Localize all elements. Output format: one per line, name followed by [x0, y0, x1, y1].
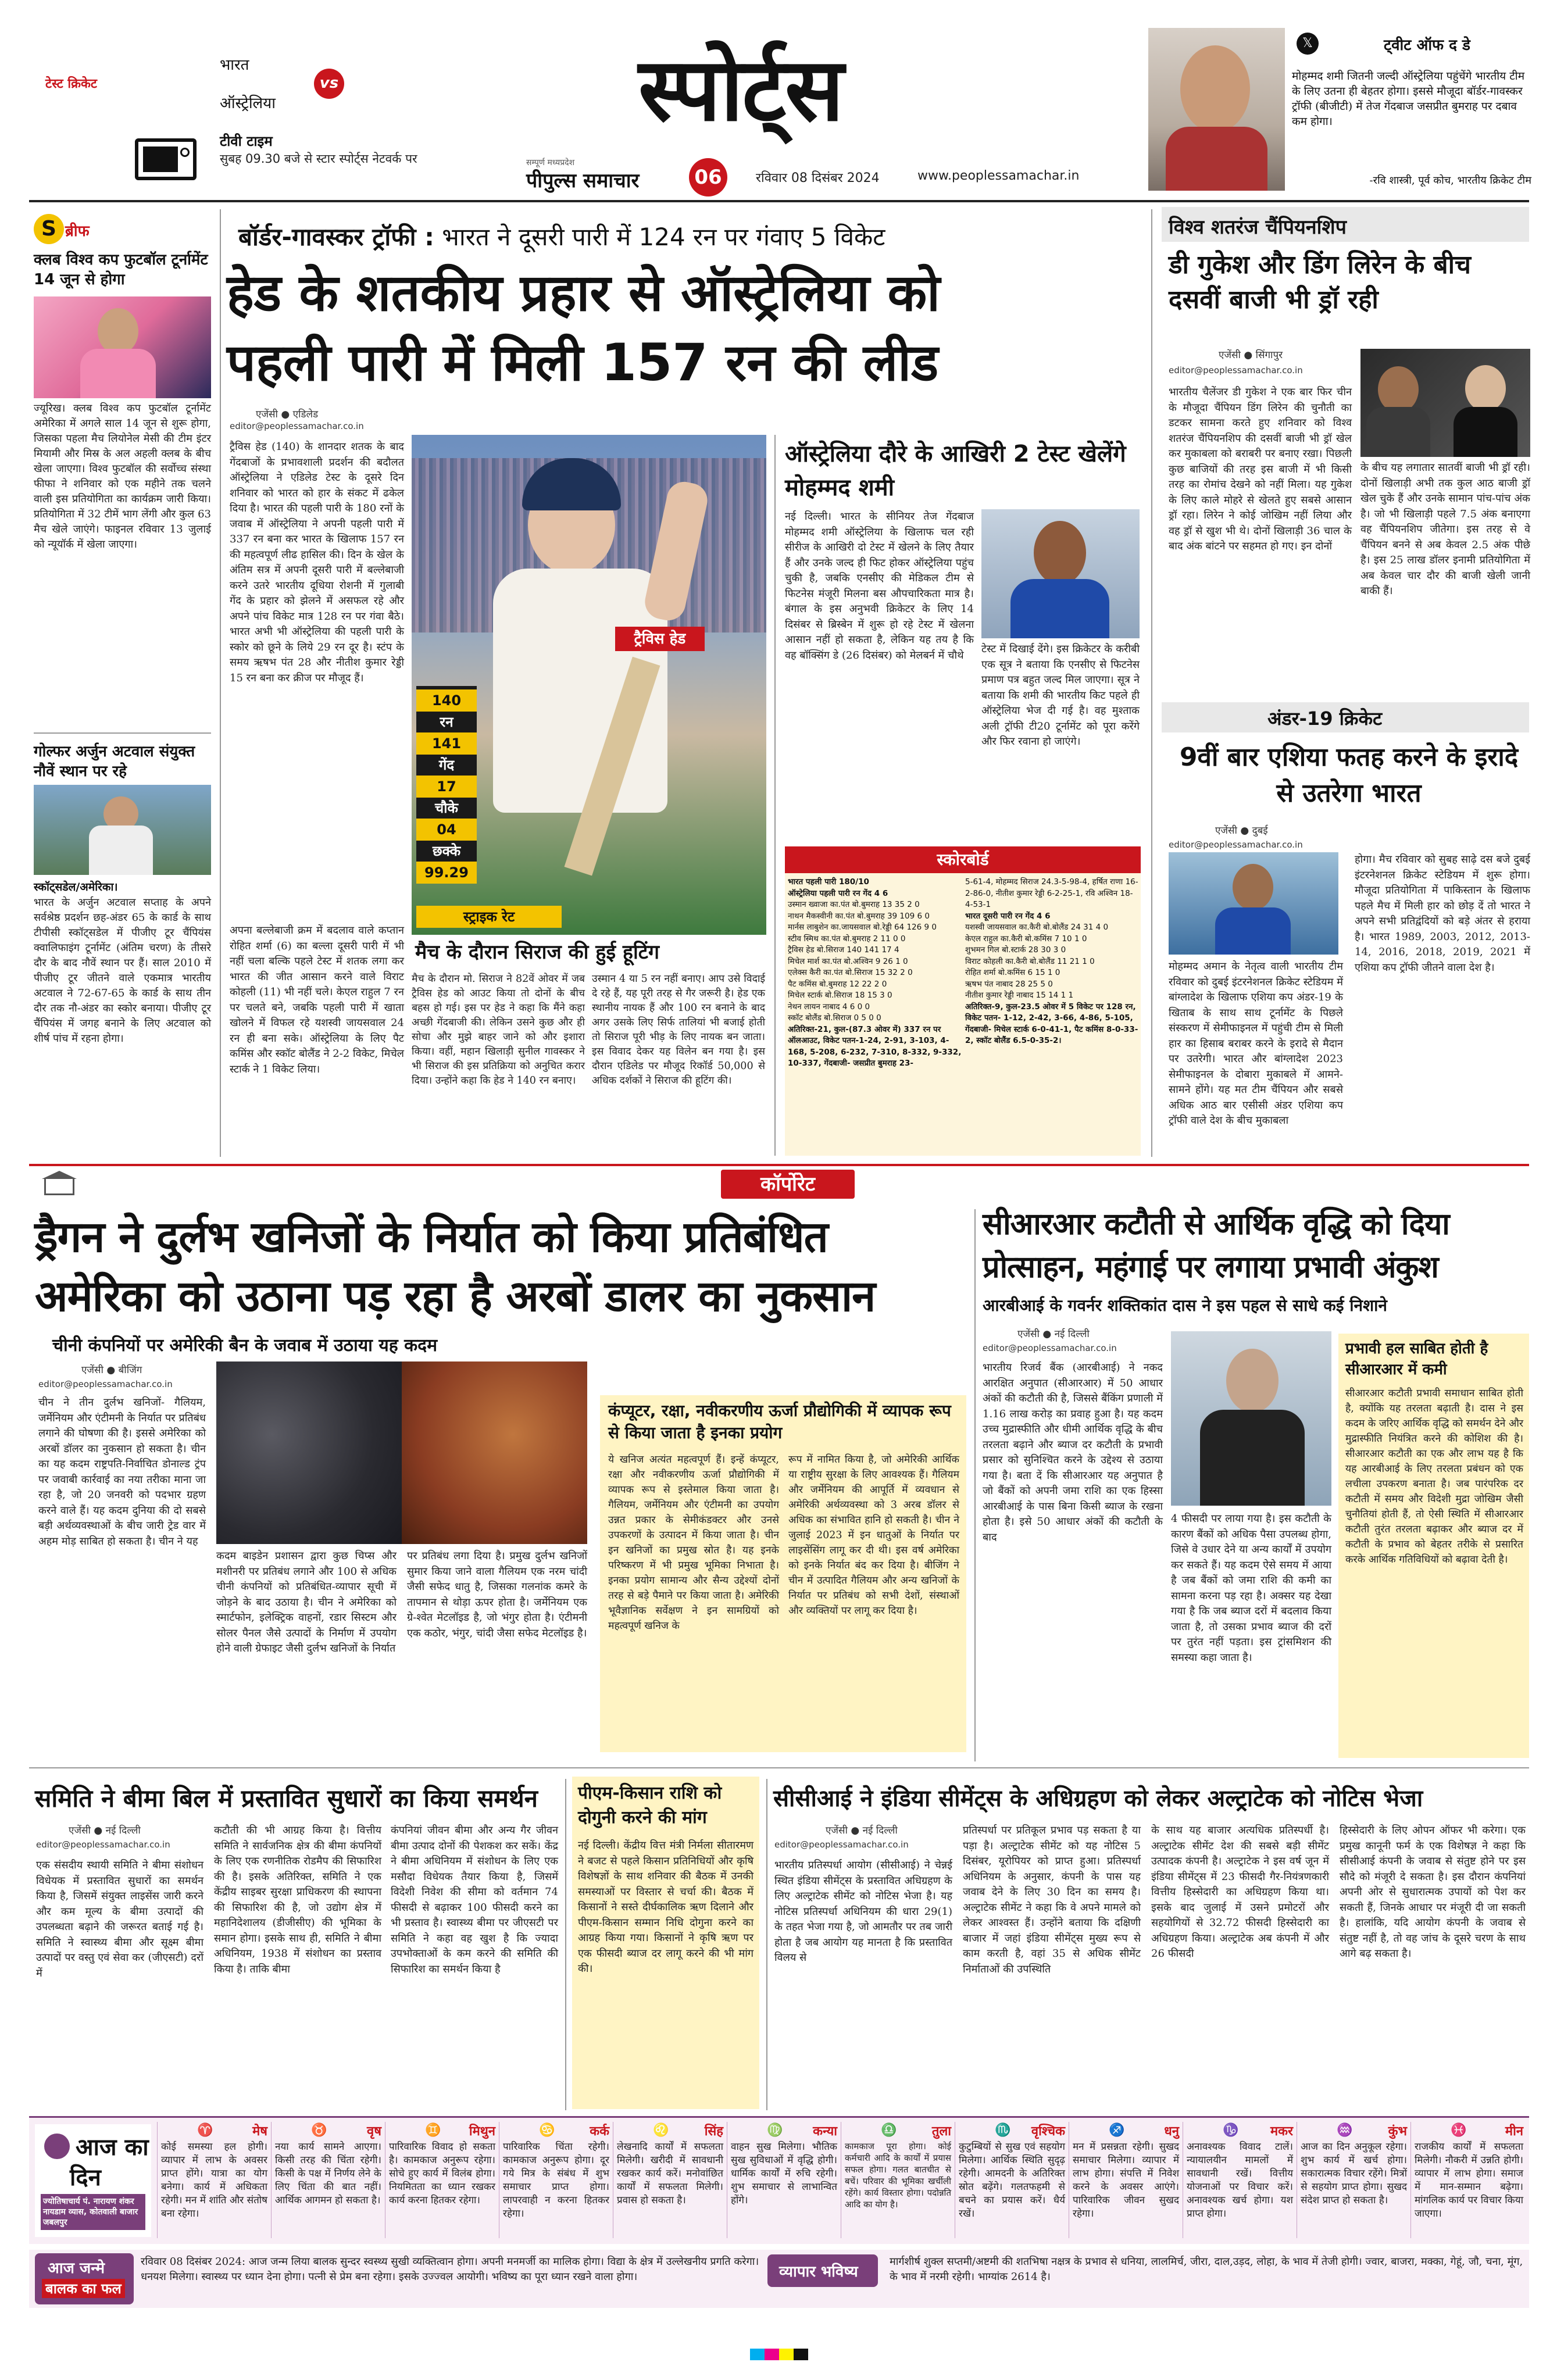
chess-players-photo	[1360, 349, 1530, 457]
rbi-place: नई दिल्ली	[1054, 1328, 1090, 1340]
corporate-label: कॉर्पोरेट	[721, 1170, 855, 1199]
u19-byline: एजेंसी ● दुबई	[1215, 825, 1268, 837]
zodiac-sagittarius	[1069, 2122, 1183, 2238]
score-row: रोहित शर्मा बो.कमिंस 6 15 1 0	[965, 968, 1060, 977]
score-row: नाथन मैकस्वीनी का.पंत बो.बुमराह 39 109 6 0	[788, 911, 930, 921]
zodiac-leo	[613, 2122, 727, 2238]
lead-kicker-bold: बॉर्डर-गावस्कर ट्रॉफी :	[238, 223, 434, 251]
cci-agency: एजेंसी	[826, 1825, 848, 1836]
column-divider	[974, 1209, 976, 1761]
zodiac-name: कर्क	[590, 2124, 609, 2139]
zodiac-name: धनु	[1164, 2124, 1179, 2139]
score-row: भारत दूसरी पारी रन गेंद 4 6	[965, 911, 1051, 921]
lead-headline-1: हेड के शतकीय प्रहार से ऑस्ट्रेलिया को	[227, 263, 940, 323]
crr-box-headline: प्रभावी हल साबित होती है सीआरआर में कमी	[1345, 1340, 1488, 1378]
lead-email[interactable]: editor@peoplessamachar.co.in	[230, 421, 364, 431]
minerals-box-headline: कंप्यूटर, रक्षा, नवीकरणीय ऊर्जा प्रौद्योगिकी में व्यापक रूप से किया जाता है इनका प्रयोग	[608, 1401, 951, 1442]
zodiac-text: लेखनादि कार्यों में सफलता मिलेगी। खरीदी में सावधानी रखकर कार्य करें। मनोवांछित कार्यों में सफलता मिलेगी। प्रवास हो सकता है।	[617, 2141, 723, 2206]
gemini-icon: ♊	[425, 2123, 441, 2138]
lead-byline: एजेंसी ● एडिलेड	[256, 409, 319, 420]
vs-badge: vs	[314, 69, 344, 99]
china-place: बीजिंग	[118, 1364, 142, 1376]
zodiac-taurus	[271, 2122, 385, 2238]
building-icon	[42, 1171, 77, 1196]
minerals-box-text-1: ये खनिज अत्यंत महत्वपूर्ण हैं। इन्हें कंप्यूटर, रक्षा और नवीकरणीय ऊर्जा प्रौद्योगिकी में व्यापक रूप से इस्तेमाल किया जाता है। गैलियम, जर्मेनियम और एंटीमनी का उपयोग उन्नत प्रकार के सेमीकंडक्टर और उनसे उपकरणों के उत्पादन में किया जाता है। चीन इन खनिजों का प्रमुख स्रोत है। यह इनके परिष्करण में भी प्रमुख भूमिका निभाता है। इनका प्रयोग सामान्य और सैन्य उद्देश्यों दोनों तरह से बड़े पैमाने पर किया जाता है। अमेरिकी भूवैज्ञानिक सर्वेक्षण ने इन सामग्रियों को महत्वपूर्ण खनिज के	[608, 1454, 779, 1632]
score-row: ट्रैविस हेड बो.सिराज 140 141 17 4	[788, 945, 899, 955]
masthead-tagline: सम्पूर्ण मध्यप्रदेश	[526, 158, 575, 167]
insurance-text-3: कंपनियां जीवन बीमा और अन्य गैर जीवन बीमा उत्पाद दोनों की पेशकश कर सकें। केंद्र ने बीमा अधिनियम में संशोधन के लिए एक मसौदा विधेयक तैयार किया है, जिसमें विदेशी निवेश की सीमा को वर्तमान 74 फीसदी से बढ़ाकर 100 फीसदी करने का भी प्रस्ताव है। स्वास्थ्य बीमा पर जीएसटी पर समिति ने कहा वह खुश है कि ज्यादा उपभोक्ताओं के कम करने की समिति की सिफारिश का समर्थन किया है	[391, 1824, 558, 1975]
cci-headline: सीसीआई ने इंडिया सीमेंट्स के अधिग्रहण को लेकर अल्ट्राटेक को नोटिस भेजा	[773, 1785, 1423, 1812]
lead-text-col2: अपना बल्लेबाजी क्रम में बदलाव वाले कप्तान रोहित शर्मा (6) का बल्ला दूसरी पारी में भी नहीं चला बल्कि पहले टेस्ट में शतक लगा कर भारत की जीत आसान करने वाले विराट कोहली (11) भी नहीं चले। केएल राहुल 7 रन पर चलते बने, जबकि पहली पारी में खाता खोलने में विफल रहे यशस्वी जायसवाल 24 रन ही बना सके। ऑस्ट्रेलिया के लिए पैट कमिंस और स्कॉट बोलैंड ने 2-2 विकेट, मिचेल स्टार्क ने 1 विकेट लिया।	[230, 924, 404, 1075]
aries-icon: ♈	[197, 2123, 213, 2138]
column-divider	[565, 1779, 566, 2110]
cci-email[interactable]: editor@peoplessamachar.co.in	[774, 1839, 909, 1850]
zodiac-capricorn	[1183, 2122, 1297, 2238]
tweet-author: -रवि शास्त्री, पूर्व कोच, भारतीय क्रिकेट टीम	[1369, 174, 1531, 187]
zodiac-scorpio	[955, 2122, 1069, 2238]
insurance-headline: समिति ने बीमा बिल में प्रस्तावित सुधारों का किया समर्थन	[35, 1784, 538, 1813]
china-text-1: चीन ने तीन दुर्लभ खनिजों- गैलियम, जर्मेनियम और एंटीमनी के निर्यात पर प्रतिबंध लगाने की घोषणा की है। इससे अमेरिका को अरबों डॉलर का नुकसान हो सकता है। चीन का यह कदम राष्ट्रपति-निर्वाचित डोनाल्ड ट्रंप पर जवाबी कार्रवाई का नया तरीका माना जा रहा है, जो 20 जनवरी को पदभार ग्रहण करने वाले हैं। यह कदम दुनिया की दो सबसे बड़ी अर्थव्यवस्थाओं के बीच जारी ट्रेड वार में अहम मोड़ साबित हो सकता है। चीन ने यह	[38, 1396, 206, 1548]
china-headline-2: अमेरिका को उठाना पड़ रहा है अरबों डालर का नुकसान	[35, 1271, 876, 1321]
chess-text-1: भारतीय चैलेंजर डी गुकेश ने एक बार फिर चीन के मौजूदा चैंपियन डिंग लिरेन की चुनौती का डटकर सामना करते हुए शनिवार को विश्व शतरंज चैंपियनशिप की दसवीं बाजी भी ड्रॉ खेल कर मुकाबला को बराबरी पर बनाए रखा। पिछली कुछ बाजियों की तरह इस बाजी में भी किसी तरह का रोमांच देखने को नहीं मिला। यह गुकेश के लिए काले मोहरे से खेलते हुए सबसे आसान ड्रॉ रहा। लिरेन ने कोई जोखिम नहीं लिया और वह ड्रॉ से खुश भी थे। दोनों खिलाड़ी 36 चाल के बाद अंक बांटने पर सहमत हो गए। इन दोनों	[1169, 386, 1352, 552]
zodiac-text: वाहन सुख मिलेगा। भौतिक सुख सुविधाओं में वृद्धि होगी। धार्मिक कार्यों में रुचि रहेगी। शुभ समाचार से लाभान्वित होंगे।	[731, 2141, 837, 2206]
u19-email[interactable]: editor@peoplessamachar.co.in	[1169, 839, 1303, 850]
tv-icon	[135, 138, 197, 180]
zodiac-text: पारिवारिक चिंता रहेगी। कामकाज अनुरूप होगा। दूर गये मित्र के संबंध में शुभ समाचार प्राप्त होगा। लापरवाही न करना हितकर रहेगा।	[503, 2141, 609, 2220]
sagittarius-icon: ♐	[1109, 2123, 1125, 2138]
lead-kicker	[238, 220, 885, 253]
chess-email[interactable]: editor@peoplessamachar.co.in	[1169, 365, 1303, 376]
horoscope-title-2: दिन	[70, 2164, 101, 2191]
insurance-text-2: कटौती की भी आग्रह किया है। वित्तीय समिति ने सार्वजनिक क्षेत्र की बीमा कंपनियों के लिए एक रणनीतिक रोडमैप की सिफारिश की है। इसके अतिरिक्त, समिति ने एक केंद्रीय साइबर सुरक्षा प्राधिकरण की स्थापना की सिफारिश की है, जो उद्योग क्षेत्र में महानिदेशालय (डीजीसीए) की भूमिका के समान होगा। इसके साथ ही, समिति ने बीमा अधिनियम, 1938 में संशोधन का प्रस्ताव किया है। ताकि बीमा	[214, 1824, 381, 1975]
chess-byline: एजेंसी ● सिंगापुर	[1219, 349, 1283, 361]
zodiac-text: कोई समस्या हल होगी। व्यापार में लाभ के अवसर प्राप्त होंगे। यात्रा का योग बनेगा। कार्य में अधिकता रहेगी। मन में शांति और संतोष बना रहेगा।	[161, 2141, 267, 2220]
crr-box-text: सीआरआर कटौती प्रभावी समाधान साबित होती है, क्योंकि यह तरलता बढ़ाती है। दास ने इस कदम के जरिए आर्थिक वृद्धि को समर्थन देने और मुद्रास्फीति नियंत्रित करने की कोशिश की है। सीआरआर कटौती का एक और लाभ यह है कि यह आरबीआई के लिए तरलता प्रबंधन को एक लचीला उपकरण बनाता है। जब पारंपरिक दर कटौती में समय और विदेशी मुद्रा जोखिम जैसी चुनौतियां होती हैं, तो ऐसी स्थिति में सीआरआर कटौती तुरंत तरलता बढ़ाकर और ब्याज दर में कटौती के प्रभाव को बेहतर तरीके से प्रसारित करके आर्थिक गतिविधियों को बढ़ावा देती है।	[1345, 1388, 1524, 1566]
score-row: भारत पहली पारी 180/10	[788, 877, 869, 887]
capricorn-icon: ♑	[1223, 2123, 1239, 2138]
cci-text-4: हिस्सेदारी के लिए ओपन ऑफर भी करेगा। एक प्रमुख कानूनी फर्म के एक विशेषज्ञ ने कहा कि सीसीआई कंपनी के जवाब से संतुष्ट होने पर इस सौदे को मंजूरी दे सकता है। इस दौरान कंपनियां अपनी ओर से सुधारात्मक उपायों को पेश कर सकती हैं, जिनके आधार पर मंजूरी दी जा सकती है। हालांकि, यदि आयोग कंपनी के जवाब से संतुष्ट नहीं है, तो वह जांच के दूसरे चरण के साथ आगे बढ़ सकता है।	[1340, 1824, 1526, 1960]
issue-date: रविवार 08 दिसंबर 2024	[756, 171, 880, 185]
column-divider	[220, 209, 221, 1157]
cci-text-1: भारतीय प्रतिस्पर्धा आयोग (सीसीआई) ने चेन्नई स्थित इंडिया सीमेंट्स के प्रस्तावित अधिग्रहण के लिए अल्ट्राटेक सीमेंट को नोटिस भेजा है। यह नोटिस प्रतिस्पर्धा अधिनियम की धारा 29(1) के तहत भेजा गया है, जो आमतौर पर तब जारी होता है जब आयोग यह मानता है कि प्रस्तावित विलय से	[774, 1859, 952, 1964]
zodiac-libra	[841, 2122, 955, 2238]
rbi-byline: एजेंसी ● नई दिल्ली	[1017, 1328, 1090, 1340]
scoreboard-title: स्कोरबोर्ड	[785, 846, 1141, 873]
biz-label: व्यापार भविष्य	[779, 2263, 858, 2281]
atwal-photo	[34, 785, 211, 875]
tweet-header: ट्वीट ऑफ द डे	[1384, 37, 1470, 54]
insurance-place: नई दिल्ली	[105, 1825, 141, 1836]
china-agency: एजेंसी	[81, 1364, 103, 1376]
x-logo-icon: 𝕏	[1297, 33, 1319, 55]
zodiac-name: मकर	[1270, 2124, 1293, 2139]
score-row: ऋषभ पंत नाबाद 28 25 5 0	[965, 979, 1053, 989]
stat-label: चौके	[435, 800, 458, 816]
rbi-text-2: 4 फीसदी पर लाया गया है। इस कटौती के कारण बैंकों को अधिक पैसा उपलब्ध होगा, जिसे वे उधार देने या अन्य कार्यों में उपयोग कर सकते हैं। यह कदम ऐसे समय में आया है जब बैंकों को जमा राशि की कमी का सामना करना पड़ रहा है। अक्सर यह देखा गया है कि जब ब्याज दरों में बदलाव किया जाता है, तो उसका प्रभाव ब्याज की दरों पर तुरंत नहीं पड़ता। इस ट्रांसमिशन की समस्या कहा जाता है।	[1171, 1513, 1331, 1664]
brief-logo-icon: S	[34, 214, 64, 244]
scorpio-icon: ♏	[995, 2123, 1011, 2138]
shami-headline: ऑस्ट्रेलिया दौरे के आखिरी 2 टेस्ट खेलेंगे मोहम्मद शमी	[785, 441, 1126, 501]
brief-logo: ब्रीफ	[65, 223, 90, 240]
lead-kicker-text: भारत ने दूसरी पारी में 124 रन पर गंवाए 5 विकेट	[442, 223, 885, 251]
zodiac-text: पारिवारिक विवाद हो सकता है। कामकाज अनुरूप रहेगा। सोचे हुए कार्य में विलंब होगा। नियमितता का ध्यान रखकर कार्य करना हितकर रहेगा।	[389, 2141, 495, 2206]
libra-icon: ♎	[881, 2123, 897, 2138]
rbi-email[interactable]: editor@peoplessamachar.co.in	[983, 1343, 1117, 1353]
sun-icon	[44, 2134, 70, 2159]
section-divider	[29, 1767, 1529, 1768]
biz-text: मार्गशीर्ष शुक्ल सप्तमी/अष्टमी की शतभिषा नक्षत्र के प्रभाव से धनिया, लालमिर्च, जीरा, दाल,उड़द, लोहा, के भाव में तेजी होगी। ज्वार, बाजरा, मक्का, गेहूं, जौ, चना, मूंग, के भाव में नरमी रहेगी। भाग्यांक 2614 है।	[890, 2256, 1523, 2283]
zodiac-name: तुला	[931, 2124, 951, 2139]
born-label-2: बालक का फल	[42, 2279, 125, 2298]
zodiac-text: कामकाज पूरा होगा। कोई कर्मचारी आदि के कार्यों में प्रयास सफल होगा। गलत बातचीत से बचें। परिवार की भूमिका खर्चीली रहेंगे। कार्य विस्तार होगा। पदोन्नति आदि का योग है।	[845, 2141, 951, 2210]
zodiac-name: मेष	[252, 2124, 267, 2139]
column-divider	[766, 1779, 767, 2110]
match-label: टेस्ट क्रिकेट	[45, 77, 97, 91]
u19-player-photo	[1169, 852, 1338, 955]
aquarius-icon: ♒	[1337, 2123, 1353, 2138]
zodiac-name: सिंह	[704, 2124, 723, 2139]
photo-name-tag: ट्रैविस हेड	[615, 627, 705, 651]
china-byline: एजेंसी ● बीजिंग	[81, 1364, 142, 1376]
lead-agency: एजेंसी	[256, 409, 278, 420]
zodiac-text: अनावश्यक विवाद टालें। न्यायालयीन मामलों में सावधानी रखें। वित्तीय योजनाओं पर विचार करें। अनावश्यक खर्च होगा। यश प्राप्त होगा।	[1187, 2141, 1293, 2220]
score-row: ऑस्ट्रेलिया पहली पारी रन गेंद 4 6	[788, 888, 888, 898]
masthead-title: स्पोर्ट्स	[638, 40, 843, 141]
zodiac-aquarius	[1297, 2122, 1410, 2238]
china-email[interactable]: editor@peoplessamachar.co.in	[38, 1379, 173, 1389]
kisan-text: नई दिल्ली। केंद्रीय वित्त मंत्री निर्मला सीतारमण ने बजट से पहले किसान प्रतिनिधियों और कृषि विशेषज्ञों के साथ शनिवार की बैठक में उनकी समस्याओं पर विस्तार से चर्चा की। बैठक में किसानों ने सस्ते दीर्घकालिक ऋण दिलाने और पीएम-किसान सम्मान निधि दोगुना करने का आग्रह किया गया। किसानों ने कृषि ऋण पर एक फीसदी ब्याज दर लागू करने की भी मांग की।	[578, 1839, 753, 1975]
stat-value: 141	[416, 732, 477, 755]
virgo-icon: ♍	[767, 2123, 783, 2138]
scoreboard-left	[788, 877, 962, 1070]
brief-divider	[34, 732, 211, 734]
taurus-icon: ♉	[311, 2123, 327, 2138]
lead-text-col1: ट्रैविस हेड (140) के शानदार शतक के बाद गेंदबाजों के प्रभावशाली प्रदर्शन की बदौलत ऑस्ट्रेलिया ने एडिलेड टेस्ट के दूसरे दिन शनिवार को भारत को हार के संकट में ढकेल दिया है। भारत की पहली पारी के 180 रनों के जवाब में ऑस्ट्रेलिया ने अपनी पहली पारी में 337 रन बना कर भारत के खिलाफ 157 रन की महत्वपूर्ण लीढ हासिल की। दिन के खेल के अंतिम सत्र में अपनी दूसरी पारी में बल्लेबाजी करने उतरे भारतीय दूधिया रोशनी में गुलाबी गेंद के प्रहार को झेलने में असफल रहे और अपने पांच विकेट मात्र 128 रन पर गंवा बैठे। भारत अभी भी ऑस्ट्रेलिया की पहली पारी के स्कोर को छूने के लिये 29 रन दूर है। स्टंप के समय ऋषभ पंत 28 और नीतीश कुमार रेड्डी 15 रन बना कर क्रीज पर मौजूद हैं।	[230, 441, 404, 684]
color-registration-bar	[750, 2349, 808, 2360]
china-text-2: कदम बाइडेन प्रशासन द्वारा कुछ चिप्स और मशीनरी पर प्रतिबंध लगाने और 100 से अधिक चीनी कंपनियों को प्रतिबंधित-व्यापार सूची में जोड़ने के बाद उठाया है। चीन ने अमेरिका को स्मार्टफोन, इलेक्ट्रिक वाहनों, रडार सिस्टम और सोलर पैनल जैसे उत्पादों के निर्माण में उपयोग होने वाली ग्रेफाइट जैसी दुर्लभ खनिजों के निर्यात	[216, 1550, 397, 1654]
born-label-1: आज जन्मे	[48, 2260, 105, 2277]
u19-place: दुबई	[1252, 825, 1268, 837]
brief-text-2: भारत के अर्जुन अटवाल सप्ताह के अपने सर्वश्रेष्ठ प्रदर्शन छह-अंडर 65 के कार्ड के साथ टीपीसी स्कॉट्सडेल में पीजीए टूर चैंपियंस क्वालिफाइंग टूर्नामेंट (अंतिम चरण) के तीसरे दौर के बाद नौवें स्थान पर हैं। साल 2010 में पीजीए टूर जीतने वाले एकमात्र भारतीय अटवाल ने 72-67-65 के कार्ड के साथ तीन दौर तक नौ-अंडर का स्कोर बनाया। पीजीए टूर चैंपियंस में जगह बनाने के लिए अटवाल को शीर्ष पांच में रहना होगा।	[34, 896, 211, 1045]
zodiac-aries	[157, 2122, 271, 2238]
rbi-headline-2: प्रोत्साहन, महंगाई पर लगाया प्रभावी अंकुश	[983, 1250, 1438, 1285]
stat-label: रन	[440, 714, 453, 730]
lead-stats-box	[416, 686, 477, 884]
score-row: केएल राहुल का.कैरी बो.कमिंस 7 10 1 0	[965, 934, 1087, 944]
astrologer-name: ज्योतिषाचार्य पं. नारायण शंकर नायडाम व्यास, कोतवाली बाजार जबलपुर	[41, 2194, 145, 2230]
zodiac-cancer	[499, 2122, 613, 2238]
born-text: रविवार 08 दिसंबर 2024: आज जन्म लिया बालक सुन्दर स्वस्थ्य सुखी व्यक्तित्वान होगा। अपनी मनमर्जी का मालिक होगा। विद्या के क्षेत्र में उल्लेखनीय प्रगति करेगा। धनयश मिलेगा। स्वास्थ्य पर ध्यान देना होगा। पत्नी से प्रेम बना रहेगा। इसके उज्ज्वल आयोगी। भविष्य का पूरा ध्यान रखने वाला होगा।	[141, 2256, 759, 2283]
zodiac-text: मन में प्रसन्नता रहेगी। सुखद समाचार मिलेगा। व्यापार में लाभ होगा। संपत्ति में निवेश करने के अवसर आएंगे। पारिवारिक जीवन सुखद रहेगा।	[1073, 2141, 1179, 2220]
score-row: शुभमन गिल बो.स्टार्क 28 30 3 0	[965, 945, 1066, 955]
stat-label: गेंद	[438, 757, 455, 773]
score-row: यशस्वी जायसवाल का.कैरी बो.बोलैंड 24 31 4 0	[965, 923, 1109, 932]
column-divider	[774, 435, 776, 1156]
zodiac-name: वृश्चिक	[1031, 2124, 1065, 2139]
stat-value: 17	[416, 776, 477, 798]
rbi-subhead: आरबीआई के गवर्नर शक्तिकांत दास ने इस पहल से साधे कई निशाने	[983, 1296, 1387, 1315]
zodiac-gemini	[385, 2122, 499, 2238]
lead-subtext-col1: मैच के दौरान मो. सिराज ने 82वें ओवर में जब ट्रैविस हेड को आउट किया तो दोनों के बीच बहस हो गई। इस पर हेड ने कहा कि मैंने कहा अच्छी गेंदबाजी की। लेकिन उसने कुछ और ही सोचा और मुझे बाहर जाने को और इशारा किया। वहीं, महान खिलाड़ी सुनील गावस्कर ने भी सिराज की इस प्रतिक्रिया को अनुचित करार दिया। उन्होंने कहा कि हेड ने 140 रन बनाए।	[412, 973, 585, 1087]
rbi-agency: एजेंसी	[1017, 1328, 1040, 1340]
team2-name: ऑस्ट्रेलिया	[220, 95, 276, 112]
score-row: स्टीव स्मिथ का.पंत बो.बुमराह 2 11 0 0	[788, 934, 906, 944]
horoscope-title-1: आज का	[76, 2134, 149, 2161]
lead-subhead: मैच के दौरान सिराज की हुई हूटिंग	[415, 941, 660, 964]
shami-text-1: नई दिल्ली। भारत के सीनियर तेज गेंदबाज मोहम्मद शमी ऑस्ट्रेलिया के खिलाफ चल रही सीरीज के आखिरी दो टेस्ट में खेलने के लिए तैयार हैं और उनके जल्द ही फिट होकर ऑस्ट्रेलिया पहुंच चुकी है, जबकि एनसीए की मेडिकल टीम से फिटनेस मंजूरी मिलना बस औपचारिकता मात्र है। बंगाल के इस अनुभवी क्रिकेटर के लिए 14 दिसंबर से ब्रिस्बेन में शुरू हो रहे टेस्ट में खेलना आसान नहीं हो सकता है, लेकिन यह तय है कि वह बॉक्सिंग डे (26 दिसंबर) को मेलबर्न में चौथे	[785, 510, 974, 662]
score-row: नीतीश कुमार रेड्डी नाबाद 15 14 1 1	[965, 991, 1074, 1000]
score-row: उस्मान ख्वाजा का.पंत बो.बुमराह 13 35 2 0	[788, 900, 920, 909]
cancer-icon: ♋	[539, 2123, 555, 2138]
minerals-box-text-2: रूप में नामित किया है, जो अमेरिकी आर्थिक या राष्ट्रीय सुरक्षा के लिए आवश्यक हैं। गैलियम और जर्मेनियम की आपूर्ति में व्यवधान से अमेरिकी अर्थव्यवस्था को 3 अरब डॉलर से अधिक का संभावित हानि हो सकती है। चीन ने जुलाई 2023 में इन धातुओं के निर्यात पर लाइसेंसिंग लागू कर दी थी। इस वर्ष अमेरिका को इनके निर्यात बंद कर दिया है। बीजिंग ने चीन में उत्पादित गैलियम और अन्य खनिजों के निर्यात पर प्रतिबंध को सभी देशों, संस्थाओं और व्यक्तियों पर लागू कर दिया है।	[788, 1454, 959, 1617]
zodiac-name: मीन	[1505, 2124, 1523, 2139]
cci-place: नई दिल्ली	[862, 1825, 898, 1836]
scoreboard-right	[965, 877, 1138, 1047]
score-row: एलेक्स कैरी का.पंत बो.सिराज 15 32 2 0	[788, 968, 913, 977]
das-photo	[1171, 1331, 1331, 1506]
score-row: मिचेल मार्श का.पंत बो.अश्विन 9 26 1 0	[788, 956, 908, 966]
chess-label: विश्व शतरंज चैंपियनशिप	[1169, 216, 1347, 239]
u19-label: अंडर-19 क्रिकेट	[1267, 707, 1383, 730]
china-text-3: पर प्रतिबंध लगा दिया है। प्रमुख दुर्लभ खनिजों सुमार किया जाने वाला गैलियम एक नरम चांदी जैसी सफेद धातु है, जिसका गलनांक कमरे के तापमान से थोड़ा ऊपर होता है। जर्मेनियम एक ग्रे-श्वेत मेटलॉइड है, जो भंगुर होता है। एंटीमनी एक कठोर, भंगुर, चांदी जैसा सफेद मेटलॉइड है।	[407, 1550, 587, 1639]
insurance-text-1: एक संसदीय स्थायी समिति ने बीमा संशोधन विधेयक में प्रस्तावित सुधारों का समर्थन किया है, जिसमें संयुक्त लाइसेंस जारी करने और कम मूल्य के बीमा उत्पादों की उपलब्धता बढ़ाने की जरूरत बताई गई है। समिति ने स्वास्थ्य बीमा और सूक्ष्म बीमा उत्पादों पर वस्तु एवं सेवा कर (जीएसटी) दरों में	[36, 1859, 203, 1979]
brief-text-1: ज्यूरिख। क्लब विश्व कप फुटबॉल टूर्नामेंट अमेरिका में अगले साल 14 जून से शुरू होगा, जिसका पहला मैच लियोनेल मेसी की टीम इंटर मियामी और मिस्र के अल अहली क्लब के बीच खेला जाएगा। विश्व फुटबॉल की सर्वोच्च संस्था फीफा ने शनिवार को एक महीने तक चलने वाली इस प्रतियोगिता का कार्यक्रम जारी किया। प्रतियोगिता में 32 टीमें भाग लेंगी और कुल 63 मैच खेले जाएंगे। फाइनल रविवार 13 जुलाई को न्यूयॉर्क में खेला जाएगा।	[34, 402, 211, 551]
leo-icon: ♌	[653, 2123, 669, 2138]
score-row: स्कॉट बोलैंड बो.सिराज 0 5 0 0	[788, 1013, 881, 1023]
u19-agency: एजेंसी	[1215, 825, 1237, 837]
score-row: मिचेल स्टार्क बो.सिराज 18 15 3 0	[788, 991, 892, 1000]
zodiac-text: नया कार्य सामने आएगा। किसी तरह की चिंता रहेगी। किसी के पक्ष में निर्णय लेने के लिए चिंता की बात नहीं। आर्थिक आगमन हो सकता है।	[275, 2141, 381, 2206]
score-row: नेथन लायन नाबाद 4 6 0 0	[788, 1002, 870, 1012]
stat-value: 99.29	[416, 862, 477, 884]
insurance-agency: एजेंसी	[69, 1825, 91, 1836]
zodiac-virgo	[727, 2122, 841, 2238]
column-divider	[1151, 209, 1152, 1157]
minerals-photo	[216, 1361, 587, 1544]
chess-place: सिंगापुर	[1255, 349, 1283, 361]
rbi-headline-1: सीआरआर कटौती से आर्थिक वृद्धि को दिया	[983, 1207, 1449, 1242]
website-link[interactable]: www.peoplessamachar.in	[917, 169, 1080, 183]
tv-time-title: टीवी टाइम	[220, 133, 273, 149]
u19-headline: 9वीं बार एशिया फतह करने के इरादे से उतरेगा भारत	[1179, 742, 1519, 808]
brief-headline-2: गोल्फर अर्जुन अटवाल संयुक्त नौवें स्थान पर रहे	[34, 743, 195, 780]
pisces-icon: ♓	[1451, 2123, 1467, 2138]
masthead-rule	[29, 200, 1529, 202]
insurance-email[interactable]: editor@peoplessamachar.co.in	[36, 1839, 170, 1850]
u19-text-1: मोहम्मद अमान के नेतृत्व वाली भारतीय टीम रविवार को दुबई इंटरनेशनल क्रिकेट स्टेडियम में बांग्लादेश के खिलाफ एशिया कप अंडर-19 के खिताब के साथ साथ टूर्नामेंट के पिछले संस्करण में सेमीफाइनल में पहुंची टीम से मिली हार का हिसाब बराबर करने के इरादे से मैदान पर उतरेगी। भारत और बांग्लादेश 2023 सेमीफाइनल के दोबारा मुकाबले में आमने-सामने होंगे। यह मत टीम चैंपियन और सबसे अधिक आठ बार एसीसी अंडर एशिया कप ट्रॉफी वाले देश के बीच मुकाबला	[1169, 960, 1343, 1127]
score-row: मार्नस लाबुशेन का.जायसवाल बो.रेड्डी 64 126 9 0	[788, 923, 937, 932]
zodiac-name: कन्या	[813, 2124, 837, 2139]
lead-subtext-col2: उस्मान 4 या 5 रन नहीं बनाए। आप उसे विदाई दे रहे हैं, यह पूरी तरह से गैर जरूरी है। हेड एक स्थानीय नायक हैं और 100 रन बनाने के बाद अगर उसके लिए सिर्फ तालियां भी बजाई होती तो सिराज पूरी भीड़ के लिए नायक बन जाता। इस विवाद देकर यह विलेन बन गया है। इस दौरान एडिलेड पर मौजूद रिकॉर्ड 50,000 से अधिक दर्शकों ने सिराज की हूटिंग की।	[592, 973, 765, 1087]
zodiac-text: राजकीय कार्यों में सफलता मिलेगी। नौकरी में उन्नति होगी। व्यापार में लाभ होगा। समाज में मान-सम्मान बढ़ेगा। मांगलिक कार्य पर विचार किया जाएगा।	[1415, 2141, 1523, 2220]
corporate-rule	[29, 1164, 1529, 1166]
u19-text-2: होगा। मैच रविवार को सुबह साढ़े दस बजे दुबई इंटरनेशनल क्रिकेट स्टेडियम में शुरू होगा। मौजूदा प्रतियोगिता में पाकिस्तान के खिलाफ पहले मैच में मिली हार को छोड़ दें तो भारत ने अपने सभी प्रतिद्वंदियों को बड़े अंतर से हराया है। भारत 1989, 2003, 2012, 2013-14, 2016, 2018, 2019, 2021 में एशिया कप ट्रॉफी जीतने वाला देश है।	[1355, 853, 1530, 974]
paper-name: पीपुल्स समाचार	[526, 169, 640, 192]
chess-agency: एजेंसी	[1219, 349, 1241, 361]
tweet-author-photo	[1148, 28, 1285, 191]
score-row: पैट कमिंस बो.बुमराह 12 22 2 0	[788, 979, 887, 989]
cci-text-2: प्रतिस्पर्धा पर प्रतिकूल प्रभाव पड़ सकता है या पड़ा है। अल्ट्राटेक सीमेंट को यह नोटिस 5 दिसंबर, यूरोपियर को प्राप्त हुआ। प्रतिस्पर्धा अधिनियम के अनुसार, कंपनी के पास यह जवाब देने के लिए 30 दिन का समय है। अल्ट्राटेक सीमेंट ने कहा कि वे अपने मामले को लेकर आश्वस्त हैं। उन्होंने बताया कि दक्षिणी बाजार में जहां इंडिया सीमेंट्स मुख्य रूप से काम करती है, वहां 35 से अधिक सीमेंट निर्माताओं की उपस्थिति	[963, 1824, 1141, 1975]
zodiac-pisces	[1410, 2122, 1527, 2238]
zodiac-name: वृष	[367, 2124, 381, 2139]
zodiac-name: कुंभ	[1388, 2124, 1407, 2139]
brief-headline-1: क्लब विश्व कप फुटबॉल टूर्नामेंट 14 जून से होगा	[34, 251, 208, 288]
score-row: विराट कोहली का.कैरी बो.बोलैंड 11 21 1 0	[965, 956, 1095, 966]
lead-place: एडिलेड	[292, 409, 319, 420]
tweet-text: मोहम्मद शमी जितनी जल्दी ऑस्ट्रेलिया पहुंचेंगे भारतीय टीम के लिए उतना ही बेहतर होगा। इससे मौजूदा बॉर्डर-गावस्कर ट्रॉफी (बीजीटी) में तेज गेंदबाज जसप्रीत बुमराह पर दबाव कम होगा।	[1292, 70, 1525, 128]
shami-photo	[981, 509, 1140, 638]
rbi-text-1: भारतीय रिजर्व बैंक (आरबीआई) ने नकद आरक्षित अनुपात (सीआरआर) में 50 आधार अंकों की कटौती की है, जिससे बैंकिंग प्रणाली में 1.16 लाख करोड़ का प्रवाह हुआ है। यह कदम उच्च मुद्रास्फीति और धीमी आर्थिक वृद्धि के बीच तरलता बढ़ाने और ब्याज दर कटौती के प्रभावी प्रसार को सुनिश्चित करने के उद्देश्य से उठाया गया है। बता दें कि सीआरआर यह अनुपात है जो बैंकों को अपनी जमा राशि का एक हिस्सा आरबीआई के पास बिना किसी ब्याज के रखना होता है। इसे 50 आधार अंकों की कटौती के बाद	[983, 1361, 1163, 1543]
insurance-byline: एजेंसी ● नई दिल्ली	[69, 1825, 141, 1836]
zodiac-name: मिथुन	[469, 2124, 495, 2139]
cci-text-3: के साथ यह बाजार अत्यधिक प्रतिस्पर्धी है। अल्ट्राटेक सीमेंट देश की सबसे बड़ी सीमेंट उत्पादक कंपनी है। अल्ट्राटेक ने इस वर्ष जून में इंडिया सीमेंट्स में 23 फीसदी गैर-नियंत्रणकारी वित्तीय हिस्सेदारी का अधिग्रहण किया था। इसके बाद जुलाई में उसने प्रमोटरों और सहयोगियों से 32.72 फीसदी हिस्सेदारी का अधिग्रहण किया। अल्ट्राटेक अब कंपनी में और 26 फीसदी	[1151, 1824, 1329, 1960]
brief-dateline-2: स्कॉट्सडेल/अमेरिका।	[34, 881, 118, 894]
china-subhead: चीनी कंपनियों पर अमेरिकी बैन के जवाब में उठाया यह कदम	[52, 1335, 438, 1356]
kisan-headline: पीएम-किसान राशि को दोगुनी करने की मांग	[578, 1783, 722, 1828]
zodiac-text: कुटुम्बियों से सुख एवं सहयोग मिलेगा। आर्थिक स्थिति सुदृढ़ रहेगी। आमदनी के अतिरिक्त स्रोत बढ़ेंगे। गलतफहमी से बचने का प्रयास करें। धैर्य रखें।	[959, 2141, 1065, 2220]
chess-headline: डी गुकेश और डिंग लिरेन के बीच दसवीं बाजी भी ड्रॉ रही	[1169, 250, 1471, 315]
stat-value: 04	[416, 819, 477, 841]
score-row: अतिरिक्त-9, कुल-23.5 ओवर में 5 विकेट पर 128 रन, विकेट पतन- 1-12, 2-42, 3-66, 4-86, 5-105, गेंदबाजी- मिचेल स्टार्क 6-0-41-1, पैट कमिंस 8-0-33-2, स्कॉट बोलैंड 6.5-0-35-2।	[965, 1002, 1138, 1045]
zodiac-text: आज का दिन अनुकूल रहेगा। शुभ कार्य में खर्च होगा। सकारात्मक विचार रहेंगे। मित्रों से सहयोग प्राप्त होगा। सुखद संदेश प्राप्त हो सकता है।	[1301, 2141, 1407, 2206]
messi-photo	[34, 296, 211, 398]
lead-headline-2: पहली पारी में मिली 157 रन की लीड	[227, 333, 939, 392]
tv-time-text: सुबह 09.30 बजे से स्टार स्पोर्ट्स नेटवर्क पर	[220, 152, 417, 166]
cci-byline: एजेंसी ● नई दिल्ली	[826, 1825, 898, 1836]
page-number: 06	[689, 158, 727, 196]
score-row: अतिरिक्त-21, कुल-(87.3 ओवर में) 337 रन पर ऑलआउट, विकेट पतन-1-24, 2-91, 3-103, 4-168, 5-208, 6-232, 7-310, 8-332, 9-332, 10-337, गेंदबाजी- जसप्रीत बुमराह 23-	[788, 1024, 962, 1068]
team1-name: भारत	[220, 56, 249, 74]
shami-text-2: टेस्ट में दिखाई देंगे। इस क्रिकेटर के करीबी एक सूत्र ने बताया कि एनसीए से फिटनेस प्रमाण पत्र बहुत जल्द मिल जाएगा। सूत्र ने बताया कि शमी की भारतीय किट पहले ही ऑस्ट्रेलिया भेज दी गई है। वह मुश्ताक अली ट्रॉफी टी20 टूर्नामेंट को पूरा करेंगे और फिर रवाना हो जाएंगे।	[981, 643, 1140, 748]
china-headline-1: ड्रैगन ने दुर्लभ खनिजों के निर्यात को किया प्रतिबंधित	[35, 1212, 828, 1262]
stat-label: छक्के	[432, 843, 461, 859]
score-row: 5-61-4, मोहम्मद सिराज 24.3-5-98-4, हर्षित राणा 16-2-86-0, नीतीश कुमार रेड्डी 6-2-25-1, रवि अश्विन 18-4-53-1	[965, 877, 1138, 909]
stat-label: स्ट्राइक रेट	[416, 906, 562, 928]
chess-text-2: के बीच यह लगातार सातवीं बाजी भी ड्रॉ रही। दोनों खिलाड़ी अभी तक कुल आठ बाजी ड्रॉ खेल चुके हैं और उनके सामान पांच-पांच अंक है। जो भी खिलाड़ी पहले 7.5 अंक बनाएगा वह चैंपियनशिप जीतेगा। इस तरह से वे चैंपियन बनने से अब केवल 2.5 अंक पीछे है। इस 25 लाख डॉलर इनामी प्रतियोगिता में अब केवल चार दौर की बाजी खेली जानी बाकी हैं।	[1360, 462, 1530, 597]
stat-value: 140	[416, 689, 477, 712]
